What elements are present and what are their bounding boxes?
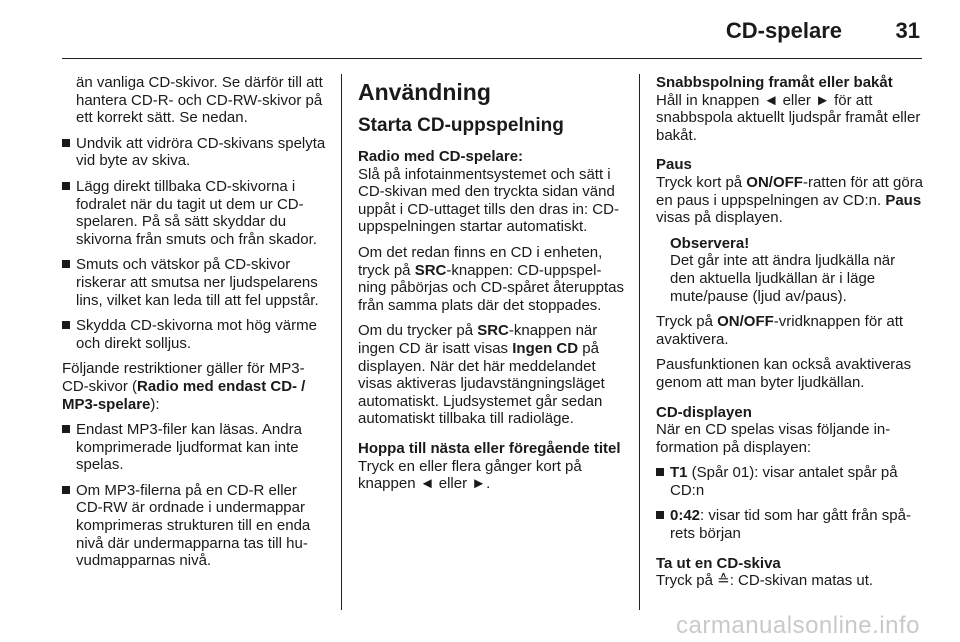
bullet-icon [62, 182, 70, 190]
bullet-icon [656, 511, 664, 519]
paragraph: Om du trycker på SRC-knappen när ingen CD är isatt visas Ingen CD på displayen. När det här meddelandet visas aktiveras ljudavstängningsläget automatiskt. Ljudsystemet går sedan automatiskt tillbaka till radioläge. [358, 322, 605, 428]
topic-heading: Hoppa till nästa eller föregående titel [358, 439, 621, 457]
column-1 [62, 74, 326, 578]
subsection-heading: Starta CD-uppspelning [358, 115, 564, 136]
topic-heading: Snabbspolning framåt eller bakåt [656, 74, 893, 91]
page-header-title: CD-spelare [725, 18, 842, 43]
column-divider-1 [341, 74, 342, 610]
list-item: Smuts och vätskor på CD-skivor riskerar att smutsa ner ljudspelarens lins, vilket kan leda till att fel uppstår. [62, 256, 326, 309]
list-item: Undvik att vidröra CD-skivans spelyta vid byte av skiva. [62, 135, 326, 170]
paragraph: Om det redan finns en CD i enheten, tryck på SRC-knappen: CD-uppspelning påbörjas och CD-spåret återupptas från samma plats där det stoppades. [358, 243, 624, 314]
restrictions-paragraph: Följande restriktioner gäller för MP3-CD-skivor (Radio med endast CD- / MP3-spelare): [62, 360, 306, 413]
note-body: Det går inte att ändra ljudkälla när den aktuella ljudkällan är i läge mute/pause (ljud av/paus). [670, 252, 896, 305]
list-item: 0:42: visar tid som har gått från spårets början [656, 507, 924, 542]
paragraph: Tryck på ≙: CD-skivan matas ut. [656, 572, 874, 590]
column-2 [358, 74, 624, 501]
list-item: Skydda CD-skivorna mot hög värme och direkt solljus. [62, 317, 326, 352]
paragraph: Pausfunktionen kan också avaktiveras genom att man byter ljudkällan. [656, 356, 912, 391]
page-number: 31 [895, 18, 920, 43]
list-item: Lägg direkt tillbaka CD-skivorna i fodralet när du tagit ut dem ur CD-spelaren. På så sätt skyddar du skivorna från smuts och från skador. [62, 178, 326, 248]
section-heading: Användning [358, 79, 491, 105]
list-item: Om MP3-filerna på en CD-R eller CD-RW är ordnade i undermappar komprimeras strukturen till en enda nivå där undermapparna tas till huvudmapparnas nivå. [62, 482, 326, 570]
topic-heading: Paus [656, 156, 692, 174]
bullet-icon [62, 425, 70, 433]
topic-heading: Ta ut en CD-skiva [656, 554, 781, 572]
paragraph: När en CD spelas visas följande information på displayen: [656, 421, 891, 456]
continued-paragraph: än vanliga CD-skivor. Se därför till att hantera CD-R- och CD-RW-skivor på ett korrekt sätt. Se nedan. [76, 74, 323, 127]
bullet-icon [62, 321, 70, 329]
header-rule [62, 58, 922, 59]
column-divider-2 [639, 74, 640, 610]
note-box [656, 235, 924, 305]
column-3 [656, 74, 924, 598]
note-title: Observera! [670, 234, 750, 252]
bullet-icon [62, 486, 70, 494]
topic-heading: CD-displayen [656, 403, 752, 421]
list-item: Endast MP3-filer kan läsas. Andra komprimerade ljudformat kan inte spelas. [62, 421, 326, 474]
paragraph: Slå på infotainmentsystemet och sätt i CD-skivan med den tryckta sidan vänd uppåt i CD-uttaget tills den dras in: CD-uppspelningen startar automatiskt. [358, 165, 619, 236]
paragraph: Tryck kort på ON/OFF-ratten för att göra en paus i uppspelningen av CD:n. Paus visas på displayen. [656, 173, 924, 227]
list-item: T1 (Spår 01): visar antalet spår på CD:n [656, 464, 924, 499]
paragraph: Håll in knappen ◄ eller ► för att snabbspola aktuellt ljudspår framåt eller bakåt. [656, 91, 921, 144]
bullet-icon [656, 468, 664, 476]
watermark: carmanualsonline.info [676, 612, 920, 639]
bullet-icon [62, 260, 70, 268]
topic-heading: Radio med CD-spelare: [358, 148, 524, 165]
bullet-icon [62, 139, 70, 147]
paragraph: Tryck på ON/OFF-vridknappen för att avaktivera. [656, 313, 904, 348]
paragraph: Tryck en eller flera gånger kort på knappen ◄ eller ►. [358, 457, 582, 493]
